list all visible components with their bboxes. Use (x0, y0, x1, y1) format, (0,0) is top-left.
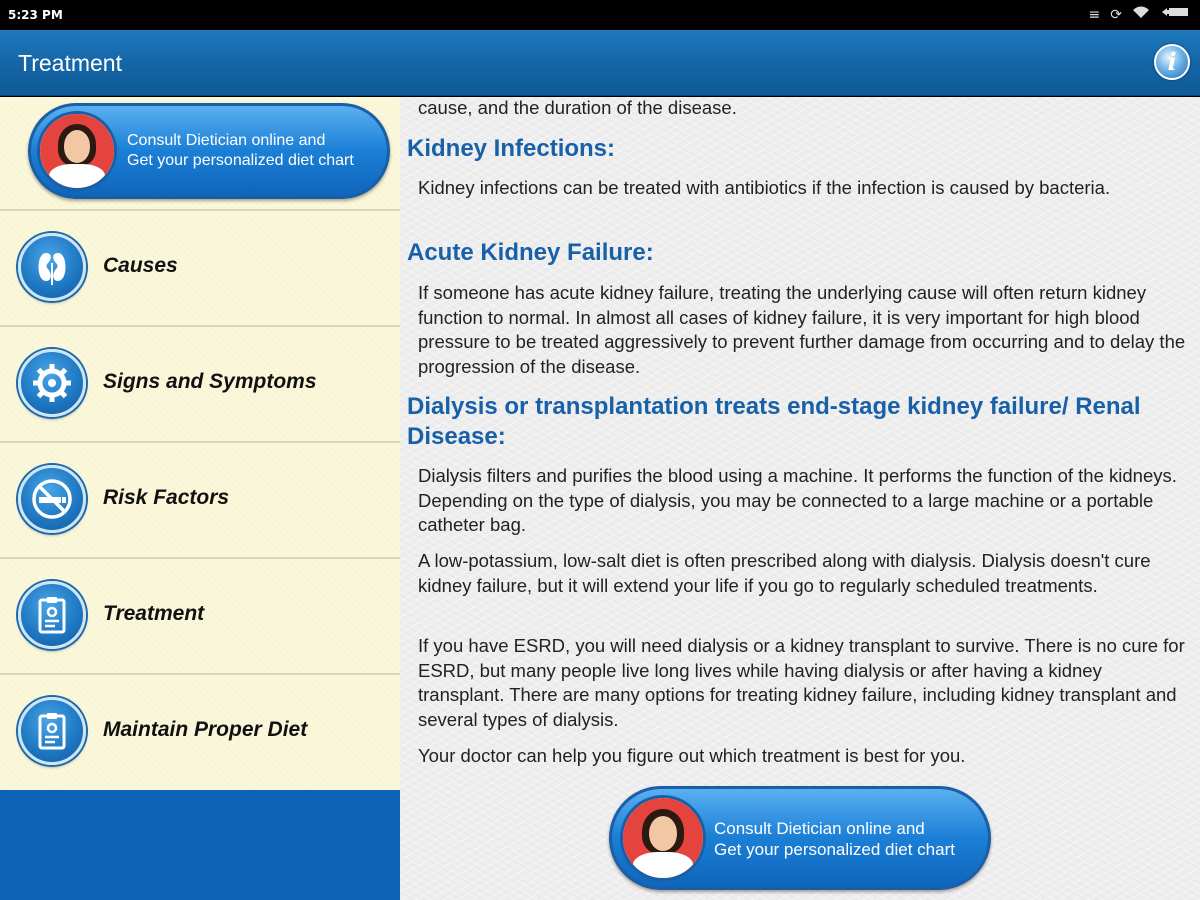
sync-icon: ⟳ (1110, 7, 1122, 23)
sidebar-item-maintain-proper-diet[interactable] (0, 673, 400, 789)
intro-fragment: cause, and the duration of the disease. (418, 97, 737, 118)
status-time: 5:23 PM (8, 8, 63, 22)
treatment-content (400, 97, 1200, 900)
section-heading: Acute Kidney Failure: (407, 239, 654, 266)
section-paragraph: Your doctor can help you figure out which treatment is best for you. (418, 745, 966, 766)
banner-text (714, 818, 955, 860)
nfc-icon: ≡ (1088, 7, 1101, 23)
section-heading: Kidney Infections: (407, 135, 616, 162)
gear-icon (18, 349, 86, 417)
section-paragraph: Kidney infections can be treated with antibiotics if the infection is caused by bacteria. (418, 177, 1111, 198)
section-paragraph: Dialysis filters and purifies the blood using a machine. It performs the function of the kidneys. Depending on the type of dialysis, you may be connected to a large machine or a portable catheter bag. (418, 465, 1177, 535)
info-button[interactable] (1154, 44, 1190, 80)
sidebar-item-treatment[interactable] (0, 557, 400, 673)
sidebar-item-label: Maintain Proper Diet (103, 718, 308, 741)
section-heading: Dialysis or transplantation treats end-stage kidney failure/ Renal Disease: (407, 393, 1141, 450)
sidebar-menu-panel (0, 97, 400, 790)
banner-line-1: Consult Dietician online and (127, 132, 326, 149)
consult-dietician-banner[interactable] (28, 103, 390, 199)
status-icons (1089, 5, 1190, 25)
section-paragraph: A low-potassium, low-salt diet is often prescribed along with dialysis. Dialysis doesn't cure kidney failure, but it will extend your life if you go to regularly scheduled treatments. (418, 550, 1151, 596)
clipboard-icon (18, 581, 86, 649)
battery-icon (1160, 5, 1190, 25)
action-bar (0, 30, 1200, 96)
status-bar (0, 0, 1200, 30)
sidebar (0, 97, 400, 900)
section-paragraph: If you have ESRD, you will need dialysis or a kidney transplant to survive. There is no cure for ESRD, but many people live long lives while having dialysis or after having a kidney transplant. There are many options for treating kidney failure, including kidney transplant and several types of dialysis. (418, 635, 1185, 730)
banner-line-2: Get your personalized diet chart (714, 840, 955, 859)
sidebar-item-label: Signs and Symptoms (103, 370, 317, 393)
banner-line-2: Get your personalized diet chart (127, 152, 354, 169)
banner-line-1: Consult Dietician online and (714, 819, 925, 838)
sidebar-item-label: Risk Factors (103, 486, 230, 509)
info-icon: i (1167, 47, 1177, 76)
no-smoking-icon (18, 465, 86, 533)
section-paragraph: If someone has acute kidney failure, treating the underlying cause will often return kidney function to normal. In almost all cases of kidney failure, it is very important for high blood pressure to be treated aggressively to prevent further damage from occurring and to delay the progression of the disease. (418, 282, 1186, 377)
dietician-avatar (620, 795, 706, 881)
sidebar-item-signs-and-symptoms[interactable] (0, 325, 400, 441)
page-title: Treatment (18, 50, 122, 76)
banner-text (127, 131, 354, 171)
consult-dietician-banner-bottom[interactable] (609, 786, 991, 890)
sidebar-item-label: Causes (103, 254, 178, 277)
sidebar-item-causes[interactable] (0, 209, 400, 325)
kidney-icon (18, 233, 86, 301)
sidebar-item-label: Treatment (103, 602, 205, 625)
wifi-icon (1132, 5, 1150, 25)
clipboard-icon (18, 697, 86, 765)
dietician-avatar (37, 111, 117, 191)
sidebar-item-risk-factors[interactable] (0, 441, 400, 557)
